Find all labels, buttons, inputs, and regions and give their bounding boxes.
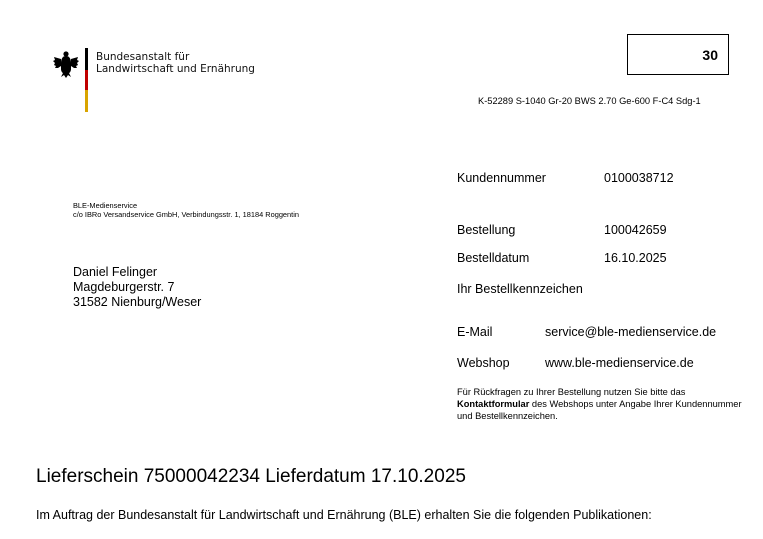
contact-note-part1: Für Rückfragen zu Ihrer Bestellung nutzen Sie bitte das	[457, 387, 686, 397]
page-number: 30	[702, 47, 718, 63]
intro-text: Im Auftrag der Bundesanstalt für Landwirtschaft und Ernährung (BLE) erhalten Sie die folgenden Publikationen:	[36, 508, 652, 522]
organization-name	[96, 51, 255, 75]
sender-address	[73, 201, 299, 219]
email-label: E-Mail	[457, 325, 493, 339]
order-date-value: 16.10.2025	[604, 251, 667, 265]
order-value: 100042659	[604, 223, 667, 237]
delivery-note-title: Lieferschein 75000042234 Lieferdatum 17.10.2025	[36, 466, 466, 487]
order-label: Bestellung	[457, 223, 516, 237]
contact-form-keyword: Kontaktformular	[457, 399, 530, 409]
organization-name-line2: Landwirtschaft und Ernährung	[96, 63, 255, 75]
recipient-city: 31582 Nienburg/Weser	[73, 295, 202, 309]
logo-color-stripe	[85, 48, 88, 112]
sender-line1: BLE-Medienservice	[73, 201, 138, 210]
customer-number-label: Kundennummer	[457, 171, 546, 185]
recipient-address	[73, 265, 201, 310]
organization-name-line1: Bundesanstalt für	[96, 51, 190, 63]
page-number-box	[627, 34, 729, 75]
stripe-black	[85, 48, 88, 70]
recipient-name: Daniel Felinger	[73, 265, 158, 279]
sender-line2: c/o IBRo Versandservice GmbH, Verbindungsstr. 1, 18184 Roggentin	[73, 210, 299, 219]
recipient-street: Magdeburgerstr. 7	[73, 280, 175, 294]
stripe-red	[85, 70, 88, 90]
stripe-gold	[85, 90, 88, 112]
federal-eagle-icon	[53, 50, 79, 78]
webshop-value: www.ble-medienservice.de	[545, 356, 694, 370]
contact-note	[457, 386, 747, 422]
shipping-code: K-52289 S-1040 Gr-20 BWS 2.70 Ge-600 F-C4 Sdg-1	[478, 96, 701, 106]
customer-number-value: 0100038712	[604, 171, 674, 185]
order-date-label: Bestelldatum	[457, 251, 530, 265]
order-reference-label: Ihr Bestellkennzeichen	[457, 282, 583, 296]
contact-note-part2: des Webshops unter Angabe Ihrer Kundennummer und Bestellkennzeichen.	[457, 399, 742, 421]
webshop-label: Webshop	[457, 356, 510, 370]
email-value: service@ble-medienservice.de	[545, 325, 717, 339]
